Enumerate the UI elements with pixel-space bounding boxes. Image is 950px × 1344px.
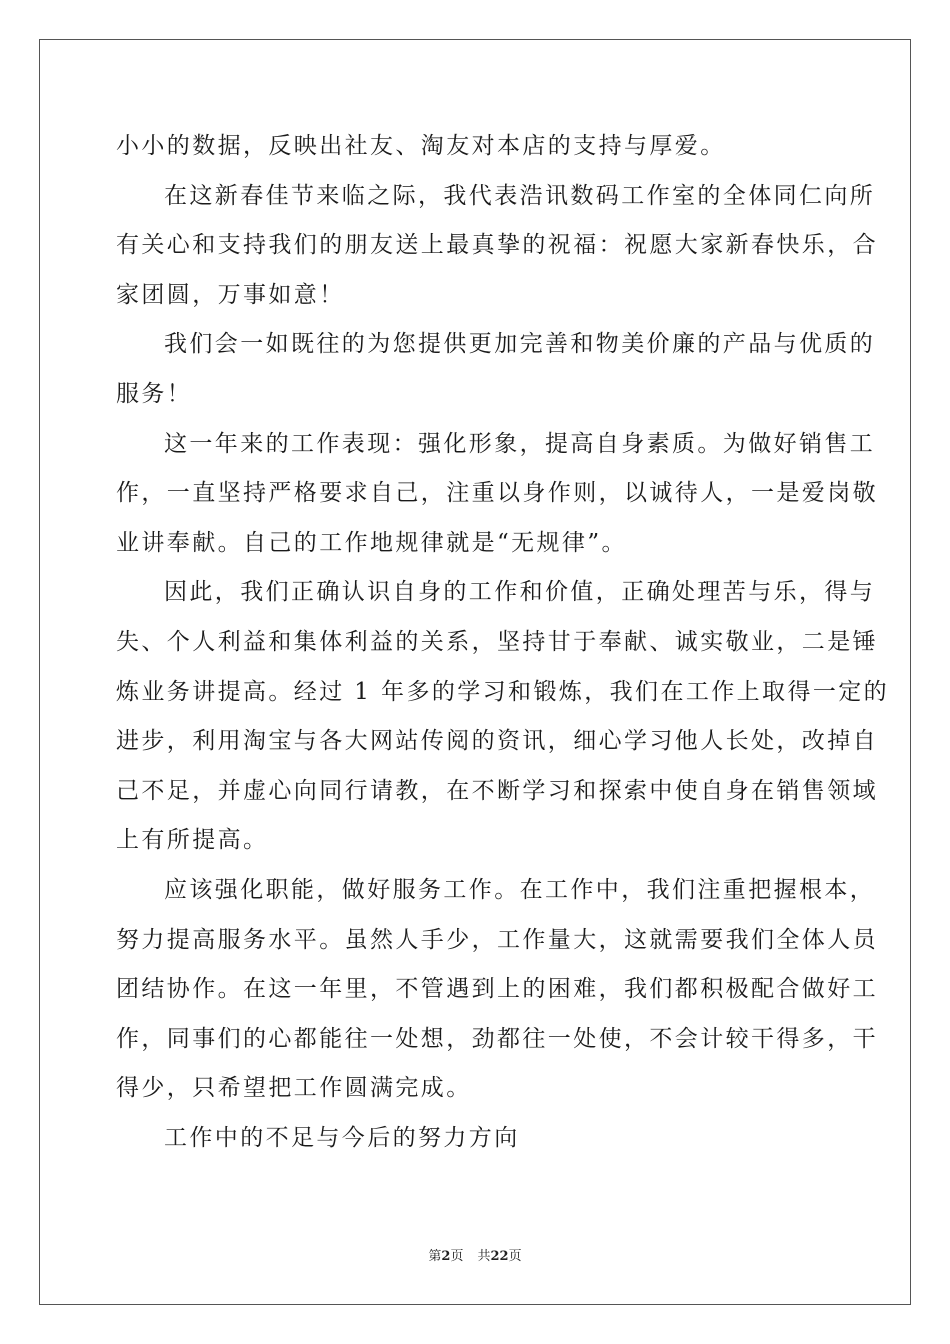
- text-line: 得少，只希望把工作圆满完成。: [116, 1075, 472, 1102]
- text-line: 在这新春佳节来临之际，我代表浩讯数码工作室的全体同仁向所: [164, 182, 876, 209]
- text-line: 家团圆，万事如意！: [116, 281, 345, 308]
- document-body: [116, 122, 890, 1163]
- text-line: 有关心和支持我们的朋友送上最真挚的祝福：祝愿大家新春快乐，合: [116, 232, 878, 259]
- text-line: 这一年来的工作表现：强化形象，提高自身素质。为做好销售工: [164, 430, 876, 457]
- text-line: 作，同事们的心都能往一处想，劲都往一处使，不会计较干得多，干: [116, 1025, 878, 1052]
- text-line: 因此，我们正确认识自身的工作和价值，正确处理苦与乐，得与: [164, 579, 876, 606]
- page-suffix: 页: [450, 1249, 464, 1264]
- text-line: 小小的数据，反映出社友、淘友对本店的支持与厚爱。: [116, 133, 726, 159]
- text-line: 作，一直坚持严格要求自己，注重以身作则，以诚待人，一是爱岗敬: [116, 480, 878, 507]
- text-line: 我们会一如既往的为您提供更加完善和物美价廉的产品与优质的: [164, 331, 876, 358]
- text-line: 上有所提高。: [116, 827, 269, 854]
- page-prefix: 第: [428, 1249, 442, 1264]
- text-line: 己不足，并虚心向同行请教，在不断学习和探索中使自身在销售领域: [116, 777, 878, 804]
- text-line: 服务！: [116, 380, 193, 407]
- text-line: 炼业务讲提高。经过 1 年多的学习和锻炼，我们在工作上取得一定的: [116, 678, 890, 705]
- total-suffix: 页: [508, 1249, 522, 1264]
- total-prefix: 共: [477, 1249, 491, 1264]
- total-pages: 22: [490, 1249, 509, 1264]
- text-line: 业讲奉献。自己的工作地规律就是“无规律”。: [116, 529, 627, 556]
- text-line: 进步，利用淘宝与各大网站传阅的资讯，细心学习他人长处，改掉自: [116, 728, 878, 755]
- text-line: 团结协作。在这一年里，不管遇到上的困难，我们都积极配合做好工: [116, 976, 878, 1003]
- text-line: 应该强化职能，做好服务工作。在工作中，我们注重把握根本，: [164, 876, 876, 903]
- text-line: 失、个人利益和集体利益的关系，坚持甘于奉献、诚实敬业，二是锤: [116, 628, 878, 655]
- section-heading: 工作中的不足与今后的努力方向: [164, 1124, 520, 1151]
- text-line: 努力提高服务水平。虽然人手少，工作量大，这就需要我们全体人员: [116, 926, 878, 953]
- page-number: 2: [441, 1249, 451, 1264]
- page-footer: [0, 1249, 950, 1265]
